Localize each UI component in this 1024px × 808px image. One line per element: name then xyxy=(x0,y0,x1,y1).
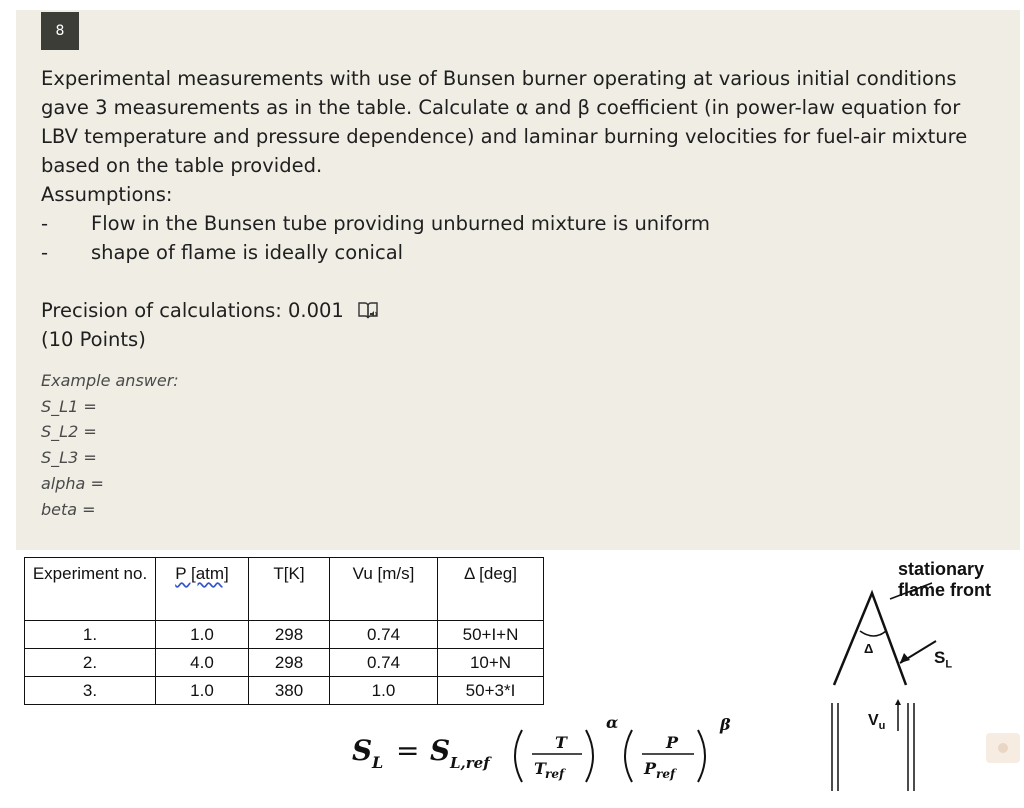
assumption-text: shape of flame is ideally conical xyxy=(91,241,404,264)
measurements-table xyxy=(24,557,544,705)
table-row xyxy=(25,649,544,677)
header-text: Vu [m/s] xyxy=(352,564,415,583)
table-cell: 1.0 xyxy=(330,677,438,705)
vu-label xyxy=(868,712,885,732)
table-cell: 0.74 xyxy=(330,649,438,677)
table-cell: 1. xyxy=(25,621,156,649)
precision-line xyxy=(41,296,380,325)
formula-ref-sub: L,ref xyxy=(450,754,490,772)
flame-front-label xyxy=(898,559,991,601)
sl-label-main: S xyxy=(934,648,946,667)
assumption-text: Flow in the Bunsen tube providing unburned mixture is uniform xyxy=(91,212,711,235)
example-line: Example answer: xyxy=(41,371,179,390)
formula-t-den: T xyxy=(534,759,546,778)
vu-label-main: V xyxy=(868,712,879,729)
table-cell: 298 xyxy=(249,621,330,649)
assumptions-heading: Assumptions: xyxy=(41,183,173,206)
header-text: Experiment no. xyxy=(32,564,148,583)
table-cell: 10+N xyxy=(438,649,544,677)
flame-cone xyxy=(834,593,906,685)
table-cell: 4.0 xyxy=(156,649,249,677)
burning-velocity-formula xyxy=(350,708,750,800)
formula-t-den-sub: ref xyxy=(545,767,565,781)
flame-label-line: stationary xyxy=(898,559,985,579)
example-answer xyxy=(41,368,179,522)
formula-p-num: P xyxy=(666,733,679,752)
header-pressure xyxy=(156,558,249,621)
example-line: S_L3 = xyxy=(41,448,97,468)
bullet-dash: - xyxy=(41,212,49,235)
flame-label-line: flame front xyxy=(898,580,992,600)
table-cell: 0.74 xyxy=(330,621,438,649)
table-cell: 50+I+N xyxy=(438,621,544,649)
assumption-item xyxy=(41,209,1001,238)
header-text: T[K] xyxy=(273,564,305,583)
table-row xyxy=(25,677,544,705)
table-cell: 2. xyxy=(25,649,156,677)
points-label: (10 Points) xyxy=(41,328,146,351)
left-paren xyxy=(625,730,632,782)
flow-arrowhead xyxy=(895,699,901,705)
table-cell: 298 xyxy=(249,649,330,677)
example-line: S_L2 = xyxy=(41,422,97,442)
formula-alpha: α xyxy=(606,713,619,732)
formula-beta: β xyxy=(720,715,731,734)
example-line: beta = xyxy=(41,499,96,519)
angle-arc xyxy=(860,631,886,636)
table-cell: 3. xyxy=(25,677,156,705)
precision-text: Precision of calculations: 0.001 xyxy=(41,299,344,322)
question-number-badge xyxy=(41,12,79,50)
table-cell: 1.0 xyxy=(156,677,249,705)
table-cell: 1.0 xyxy=(156,621,249,649)
formula-p-den-sub: ref xyxy=(656,767,676,781)
delta-label: Δ xyxy=(864,641,874,656)
side-dot-icon[interactable] xyxy=(986,733,1020,763)
example-line: alpha = xyxy=(41,473,104,493)
right-paren xyxy=(586,730,593,782)
question-number: 8 xyxy=(55,23,65,39)
table-header-row xyxy=(25,558,544,621)
question-text xyxy=(41,64,1001,267)
formula-t-num: T xyxy=(555,733,567,752)
assumption-item xyxy=(41,238,1001,267)
header-text: P [atm] xyxy=(175,564,229,583)
header-velocity xyxy=(330,558,438,621)
header-temperature xyxy=(249,558,330,621)
left-paren xyxy=(515,730,522,782)
right-paren xyxy=(698,730,705,782)
sl-label xyxy=(934,648,952,670)
formula-ref: S xyxy=(430,734,451,767)
example-line: S_L1 = xyxy=(41,396,97,416)
header-angle xyxy=(438,558,544,621)
header-text: Δ [deg] xyxy=(464,564,517,583)
immersive-reader-icon[interactable] xyxy=(356,300,380,322)
formula-p-den: P xyxy=(644,759,657,778)
sl-label-sub: L xyxy=(945,658,953,671)
formula-lhs-sub: L xyxy=(372,753,384,772)
bullet-dash: - xyxy=(41,241,49,264)
table-cell: 380 xyxy=(249,677,330,705)
formula-lhs: S xyxy=(352,734,373,767)
table-cell: 50+3*I xyxy=(438,677,544,705)
header-experiment xyxy=(25,558,156,621)
formula-equals: = xyxy=(396,734,420,767)
table-row xyxy=(25,621,544,649)
question-paragraph: Experimental measurements with use of Bunsen burner operating at various initial conditions gave 3 measurements as in the table. Calculate α and β coefficient (in power-law equation for LBV temperature and pressure dependence) and laminar burning velocities for fuel-air mixture based on the table provided. xyxy=(41,67,968,177)
vu-label-sub: u xyxy=(878,720,886,733)
